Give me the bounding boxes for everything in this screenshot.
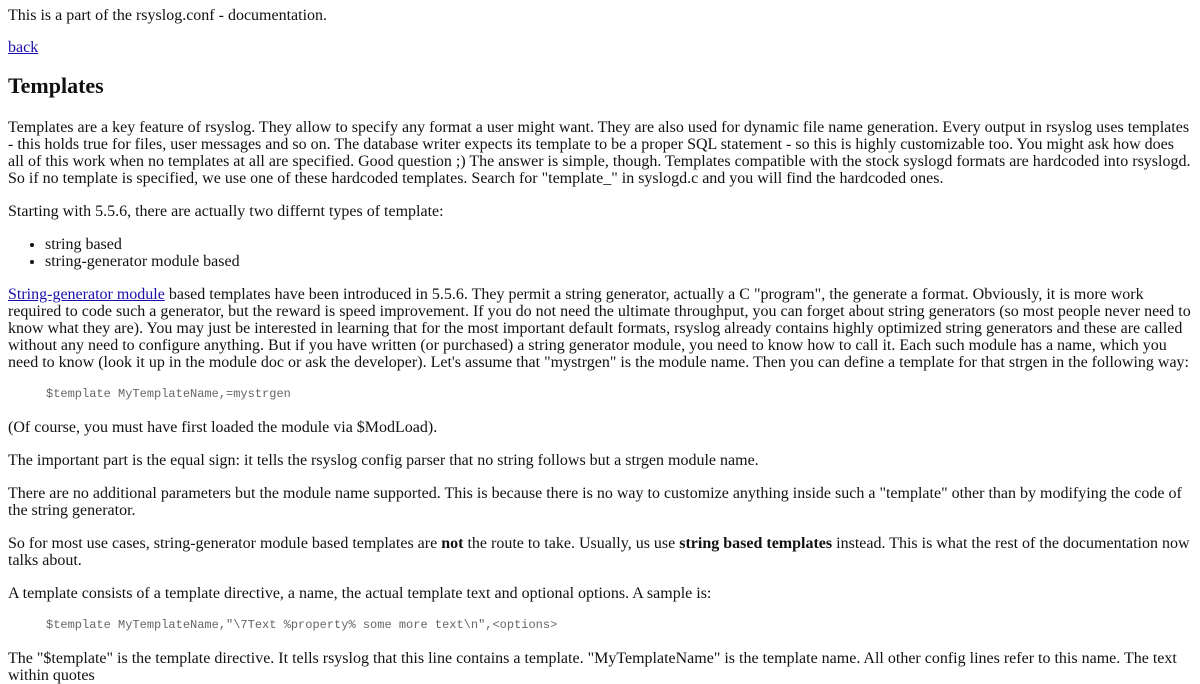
- intro-text: This is a part of the rsyslog.conf - documentation.: [8, 7, 328, 24]
- paragraph-intro: Templates are a key feature of rsyslog. They allow to specify any format a user might want. They are also used for dynamic file name generation. Every output in rsyslog uses templates - this holds true for files, user messages and so on. The database writer expects its template to be a proper SQL statement - so this is highly customizable too. You might ask how does all of this work when no templates at all are specified. Good question ;) The answer is simple, though. Templates compatible with the stock syslogd formats are hardcoded into rsyslogd. So if no template is specified, we use one of these hardcoded templates. Search for "template_" in syslogd.c and you will find the hardcoded ones.: [8, 119, 1191, 187]
- list-item: • string based: [45, 236, 1192, 253]
- document-page: [0, 7, 1200, 684]
- string-generator-module-link[interactable]: String-generator module: [8, 286, 165, 303]
- paragraph-strgen-text: based templates have been introduced in 5.5.6. They permit a string generator, actually a C "program", the generate a format. Obviously, it is more work required to code such a generator, but the reward is speed improvement. If you do not need the ultimate throughput, you can forget about string generators (so most people never need to know what they are). You may just be interested in learning that for the most important default formats, rsyslog already contains highly optimized string generators and these are called without any need to configure anything. But if you have written (or purchased) a string generator module, you need to know how to call it. Each such module has a name, which you need to know (look it up in the module doc or ask the developer). Let's assume that "mystrgen" is the module name. Then you can define a template for that strgen in the following way:: [8, 286, 1191, 371]
- paragraph-use-cases: [8, 535, 1192, 569]
- list-item: • string-generator module based: [45, 253, 1192, 270]
- code-sample-template: $template MyTemplateName,"\7Text %property% some more text\n",<options>: [46, 618, 558, 632]
- use-cases-text-a: So for most use cases, string-generator module based templates are: [8, 535, 442, 552]
- paragraph-template-consists: A template consists of a template directive, a name, the actual template text and optional options. A sample is:: [8, 585, 712, 602]
- emphasis-string-based: string based templates: [679, 535, 833, 552]
- back-link[interactable]: back: [8, 39, 39, 56]
- back-line: [8, 39, 1192, 56]
- paragraph-strgen: [8, 286, 1192, 371]
- paragraph-parameters: There are no additional parameters but the module name supported. This is because there is no way to customize anything inside such a "template" other than by modifying the code of the string generator.: [8, 485, 1182, 519]
- paragraph-template-directive: The "$template" is the template directive. It tells rsyslog that this line contains a template. "MyTemplateName" is the template name. All other config lines refer to this name. The text within quotes: [8, 650, 1177, 684]
- use-cases-text-e: instead. This is what the rest of the documentation now talks about.: [8, 535, 1190, 569]
- template-types-list: [8, 236, 1192, 270]
- use-cases-text-c: the route to take. Usually, us use: [463, 535, 680, 552]
- code-sample-strgen: $template MyTemplateName,=mystrgen: [46, 387, 291, 401]
- page-title: Templates: [8, 73, 104, 98]
- paragraph-types: Starting with 5.5.6, there are actually two differnt types of template:: [8, 203, 444, 220]
- emphasis-not: not: [441, 535, 464, 552]
- paragraph-equal-sign: The important part is the equal sign: it tells the rsyslog config parser that no string follows but a strgen module name.: [8, 452, 759, 469]
- paragraph-modload: (Of course, you must have first loaded the module via $ModLoad).: [8, 419, 438, 436]
